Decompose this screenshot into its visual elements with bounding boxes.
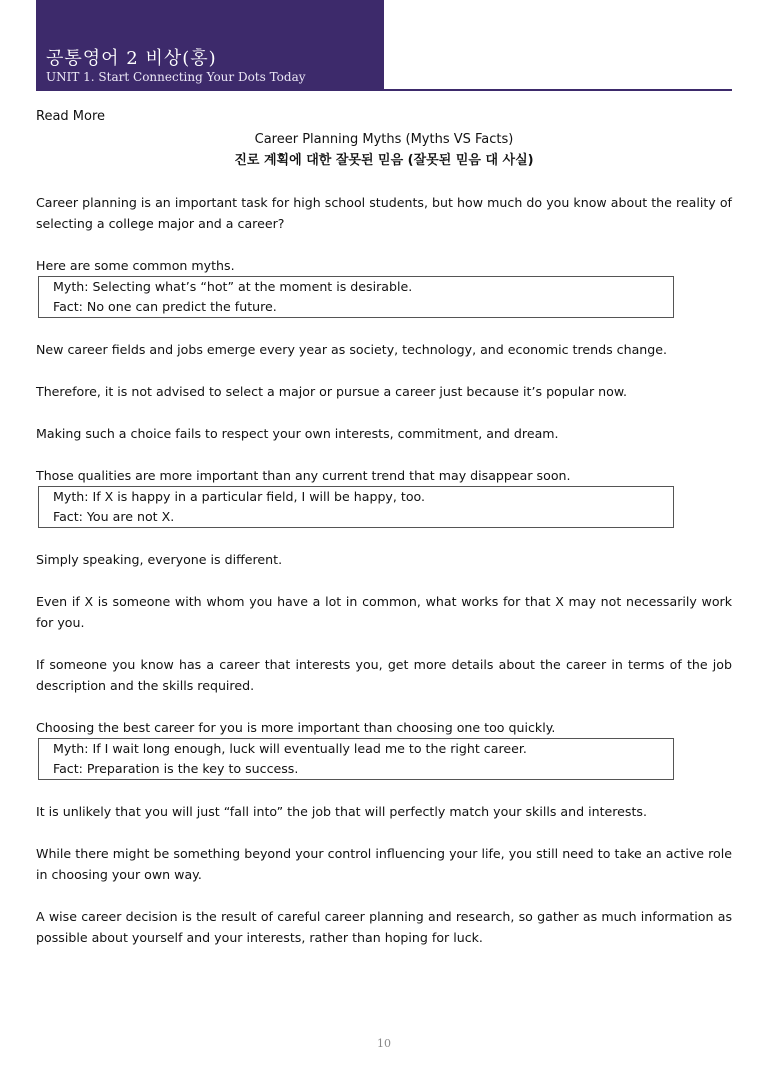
body-paragraph: Making such a choice fails to respect your own interests, commitment, and dream. — [36, 426, 559, 441]
page-number: 10 — [377, 1037, 391, 1050]
fact-text: Fact: You are not X. — [53, 509, 175, 524]
body-paragraph: Even if X is someone with whom you have a lot in common, what works for that X may not necessarily work for you. — [36, 594, 732, 630]
body-paragraph: Those qualities are more important than any current trend that may disappear soon. — [36, 468, 571, 483]
myth-fact-box — [38, 276, 674, 318]
body-paragraph: If someone you know has a career that interests you, get more details about the career in terms of the job description and the skills required. — [36, 657, 732, 693]
body-paragraph: While there might be something beyond your control influencing your life, you still need to take an active role in choosing your own way. — [36, 846, 732, 882]
body-paragraph: It is unlikely that you will just “fall into” the job that will perfectly match your skills and interests. — [36, 804, 647, 819]
fact-text: Fact: Preparation is the key to success. — [53, 761, 299, 776]
section-label: Read More — [36, 109, 106, 124]
intro-paragraph: Here are some common myths. — [36, 258, 235, 273]
body-paragraph: New career fields and jobs emerge every year as society, technology, and economic trends change. — [36, 342, 668, 357]
fact-text: Fact: No one can predict the future. — [53, 299, 277, 314]
myth-fact-box — [38, 738, 674, 780]
myth-fact-box — [38, 486, 674, 528]
body-paragraph: Simply speaking, everyone is different. — [36, 552, 283, 567]
myth-text: Myth: Selecting what’s “hot” at the moment is desirable. — [53, 279, 413, 294]
body-paragraph: A wise career decision is the result of careful career planning and research, so gather as much information as possible about yourself and your interests, rather than hoping for luck. — [36, 909, 732, 945]
header-band — [36, 0, 384, 91]
myth-text: Myth: If X is happy in a particular field, I will be happy, too. — [53, 489, 426, 504]
document-body — [36, 106, 732, 969]
header-subtitle: UNIT 1. Start Connecting Your Dots Today — [46, 70, 306, 84]
article-title-en: Career Planning Myths (Myths VS Facts) — [254, 132, 514, 147]
header-rule — [384, 89, 732, 91]
article-title-ko: 진로 계획에 대한 잘못된 믿음 (잘못된 믿음 대 사실) — [234, 153, 534, 168]
myth-text: Myth: If I wait long enough, luck will eventually lead me to the right career. — [53, 741, 527, 756]
intro-paragraph: Career planning is an important task for high school students, but how much do you know about the reality of selecting a college major and a career? — [36, 195, 732, 231]
header-title: 공통영어 2 비상(홍) — [46, 48, 217, 69]
body-paragraph: Choosing the best career for you is more important than choosing one too quickly. — [36, 720, 556, 735]
body-paragraph: Therefore, it is not advised to select a major or pursue a career just because it’s popular now. — [36, 384, 627, 399]
